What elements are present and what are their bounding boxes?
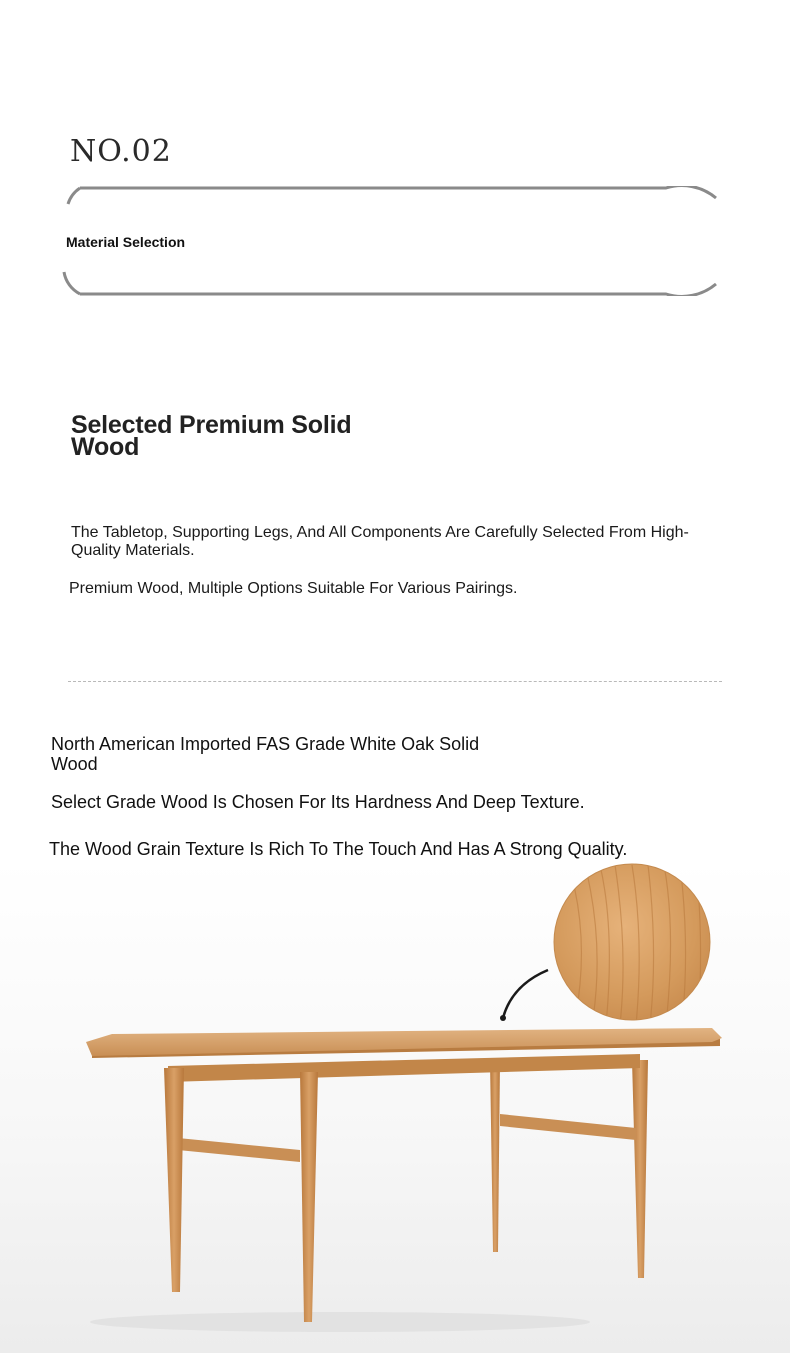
section-label: Material Selection [66,234,186,250]
wood-title: North American Imported FAS Grade White Oak Solid Wood [51,734,480,774]
wood-description-1: Select Grade Wood Is Chosen For Its Hardness And Deep Texture. [51,792,585,812]
product-illustration [0,860,790,1353]
wood-description-2: The Wood Grain Texture Is Rich To The Touch And Has A Strong Quality. [49,839,628,859]
section-number: NO.02 [70,134,172,169]
section-divider [68,681,722,682]
intro-paragraph: The Tabletop, Supporting Legs, And All Components Are Carefully Selected From High-Quality Materials. [71,524,689,559]
wood-grain-swatch [554,864,710,1025]
headline: Selected Premium Solid Wood [71,411,352,461]
product-image-area [0,860,790,1353]
dining-table [86,1028,722,1322]
callout-line [503,970,548,1018]
intro-paragraph-2: Premium Wood, Multiple Options Suitable For Various Pairings. [69,580,518,597]
